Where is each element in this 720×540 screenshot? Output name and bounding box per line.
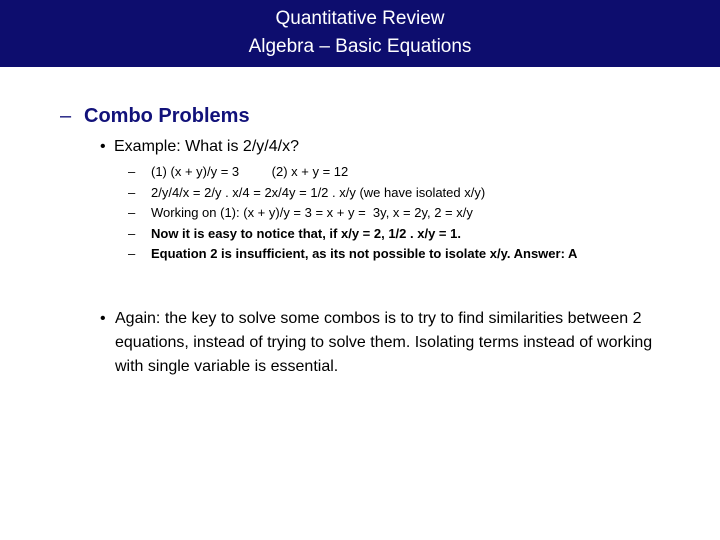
step-dash: – bbox=[128, 246, 136, 261]
slide-header bbox=[0, 0, 720, 67]
section-title: Combo Problems bbox=[84, 105, 250, 127]
step-text: 2/y/4/x = 2/y . x/4 = 2x/4y = 1/2 . x/y (we have isolated x/y) bbox=[151, 184, 486, 200]
bullet-marker: • bbox=[100, 310, 106, 327]
again-bullet bbox=[100, 307, 660, 379]
example-bullet bbox=[100, 135, 299, 159]
section-heading bbox=[60, 103, 700, 129]
solution-step bbox=[128, 162, 688, 183]
step-text: (1) (x + y)/y = 3 (2) x + y = 12 bbox=[151, 164, 349, 179]
slide-title-line-2: Algebra – Basic Equations bbox=[248, 36, 472, 57]
section-dash: – bbox=[60, 105, 72, 127]
step-dash: – bbox=[128, 225, 136, 241]
step-text: Equation 2 is insufficient, as its not possible to isolate x/y. Answer: A bbox=[151, 246, 578, 261]
step-dash: – bbox=[128, 205, 136, 220]
solution-steps-list bbox=[128, 162, 688, 265]
example-text: Example: What is 2/y/4/x? bbox=[114, 138, 299, 155]
again-text: Again: the key to solve some combos is to try to find similarities between 2 equations, instead of trying to solve them. Isolating terms instead of working with single variable is essential. bbox=[115, 310, 653, 375]
solution-step bbox=[128, 203, 688, 224]
slide-title-line-1: Quantitative Review bbox=[275, 8, 445, 29]
solution-step bbox=[128, 244, 688, 265]
section-title-row bbox=[60, 103, 700, 129]
step-text: Working on (1): (x + y)/y = 3 = x + y = 3y, x = 2y, 2 = x/y bbox=[151, 205, 473, 220]
solution-step bbox=[128, 224, 688, 245]
step-dash: – bbox=[128, 184, 136, 200]
solution-step bbox=[128, 183, 688, 204]
step-dash: – bbox=[128, 164, 136, 179]
step-text: Now it is easy to notice that, if x/y = 2, 1/2 . x/y = 1. bbox=[151, 225, 461, 241]
bullet-marker: • bbox=[100, 138, 106, 155]
